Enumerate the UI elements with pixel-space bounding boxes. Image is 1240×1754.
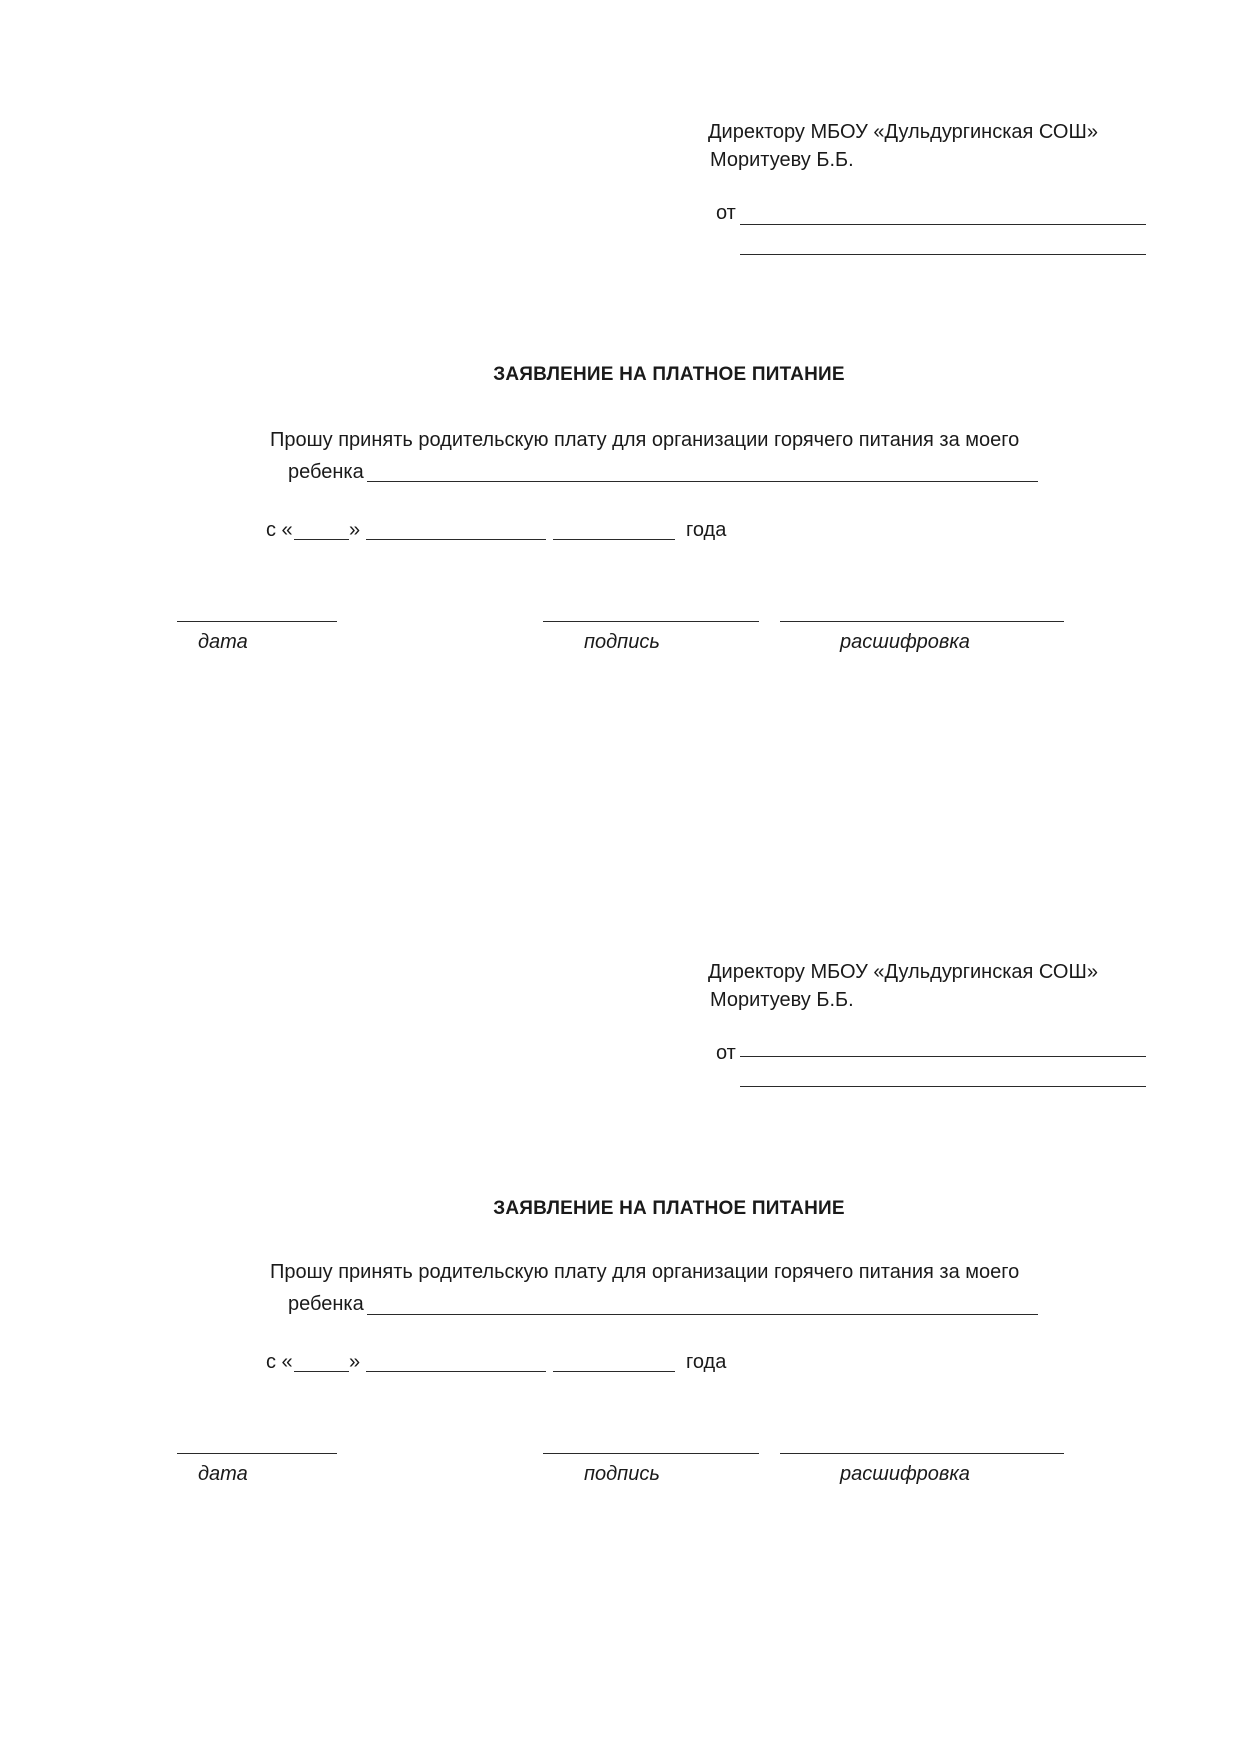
from-date-open-quote: с « bbox=[266, 519, 293, 541]
month-line[interactable] bbox=[366, 1371, 546, 1372]
date-signature-line[interactable] bbox=[177, 1453, 337, 1454]
signature-caption: подпись bbox=[584, 631, 660, 653]
decode-caption: расшифровка bbox=[840, 1463, 970, 1485]
date-signature-line[interactable] bbox=[177, 621, 337, 622]
signature-decode-line[interactable] bbox=[780, 1453, 1064, 1454]
form-title: ЗАЯВЛЕНИЕ НА ПЛАТНОЕ ПИТАНИЕ bbox=[493, 364, 845, 385]
child-name-line[interactable] bbox=[367, 481, 1038, 482]
from-date-close-quote: » bbox=[349, 1351, 361, 1373]
from-name-line-1[interactable] bbox=[740, 224, 1146, 225]
year-label: года bbox=[686, 1351, 727, 1373]
child-label: ребенка bbox=[288, 461, 364, 483]
from-date-close-quote: » bbox=[349, 519, 361, 541]
from-name-line-1[interactable] bbox=[740, 1056, 1146, 1057]
child-label: ребенка bbox=[288, 1293, 364, 1315]
application-form-1 bbox=[0, 0, 1240, 840]
day-line[interactable] bbox=[294, 1371, 349, 1372]
year-line[interactable] bbox=[553, 539, 675, 540]
application-form-2 bbox=[0, 840, 1240, 1680]
request-text: Прошу принять родительскую плату для организации горячего питания за моего bbox=[270, 429, 1020, 451]
from-name-line-2[interactable] bbox=[740, 1086, 1146, 1087]
addressee-director-line: Директору МБОУ «Дульдургинская СОШ» bbox=[708, 961, 1098, 983]
request-text: Прошу принять родительскую плату для организации горячего питания за моего bbox=[270, 1261, 1020, 1283]
addressee-director-name: Моритуеву Б.Б. bbox=[710, 149, 854, 171]
from-label: от bbox=[716, 1042, 736, 1064]
decode-caption: расшифровка bbox=[840, 631, 970, 653]
form-title: ЗАЯВЛЕНИЕ НА ПЛАТНОЕ ПИТАНИЕ bbox=[493, 1198, 845, 1219]
signature-decode-line[interactable] bbox=[780, 621, 1064, 622]
day-line[interactable] bbox=[294, 539, 349, 540]
addressee-director-line: Директору МБОУ «Дульдургинская СОШ» bbox=[708, 121, 1098, 143]
from-date-open-quote: с « bbox=[266, 1351, 293, 1373]
month-line[interactable] bbox=[366, 539, 546, 540]
year-label: года bbox=[686, 519, 727, 541]
signature-caption: подпись bbox=[584, 1463, 660, 1485]
date-caption: дата bbox=[198, 631, 248, 653]
child-name-line[interactable] bbox=[367, 1314, 1038, 1315]
signature-line[interactable] bbox=[543, 621, 759, 622]
addressee-director-name: Моритуеву Б.Б. bbox=[710, 989, 854, 1011]
from-name-line-2[interactable] bbox=[740, 254, 1146, 255]
from-label: от bbox=[716, 202, 736, 224]
signature-line[interactable] bbox=[543, 1453, 759, 1454]
year-line[interactable] bbox=[553, 1371, 675, 1372]
date-caption: дата bbox=[198, 1463, 248, 1485]
